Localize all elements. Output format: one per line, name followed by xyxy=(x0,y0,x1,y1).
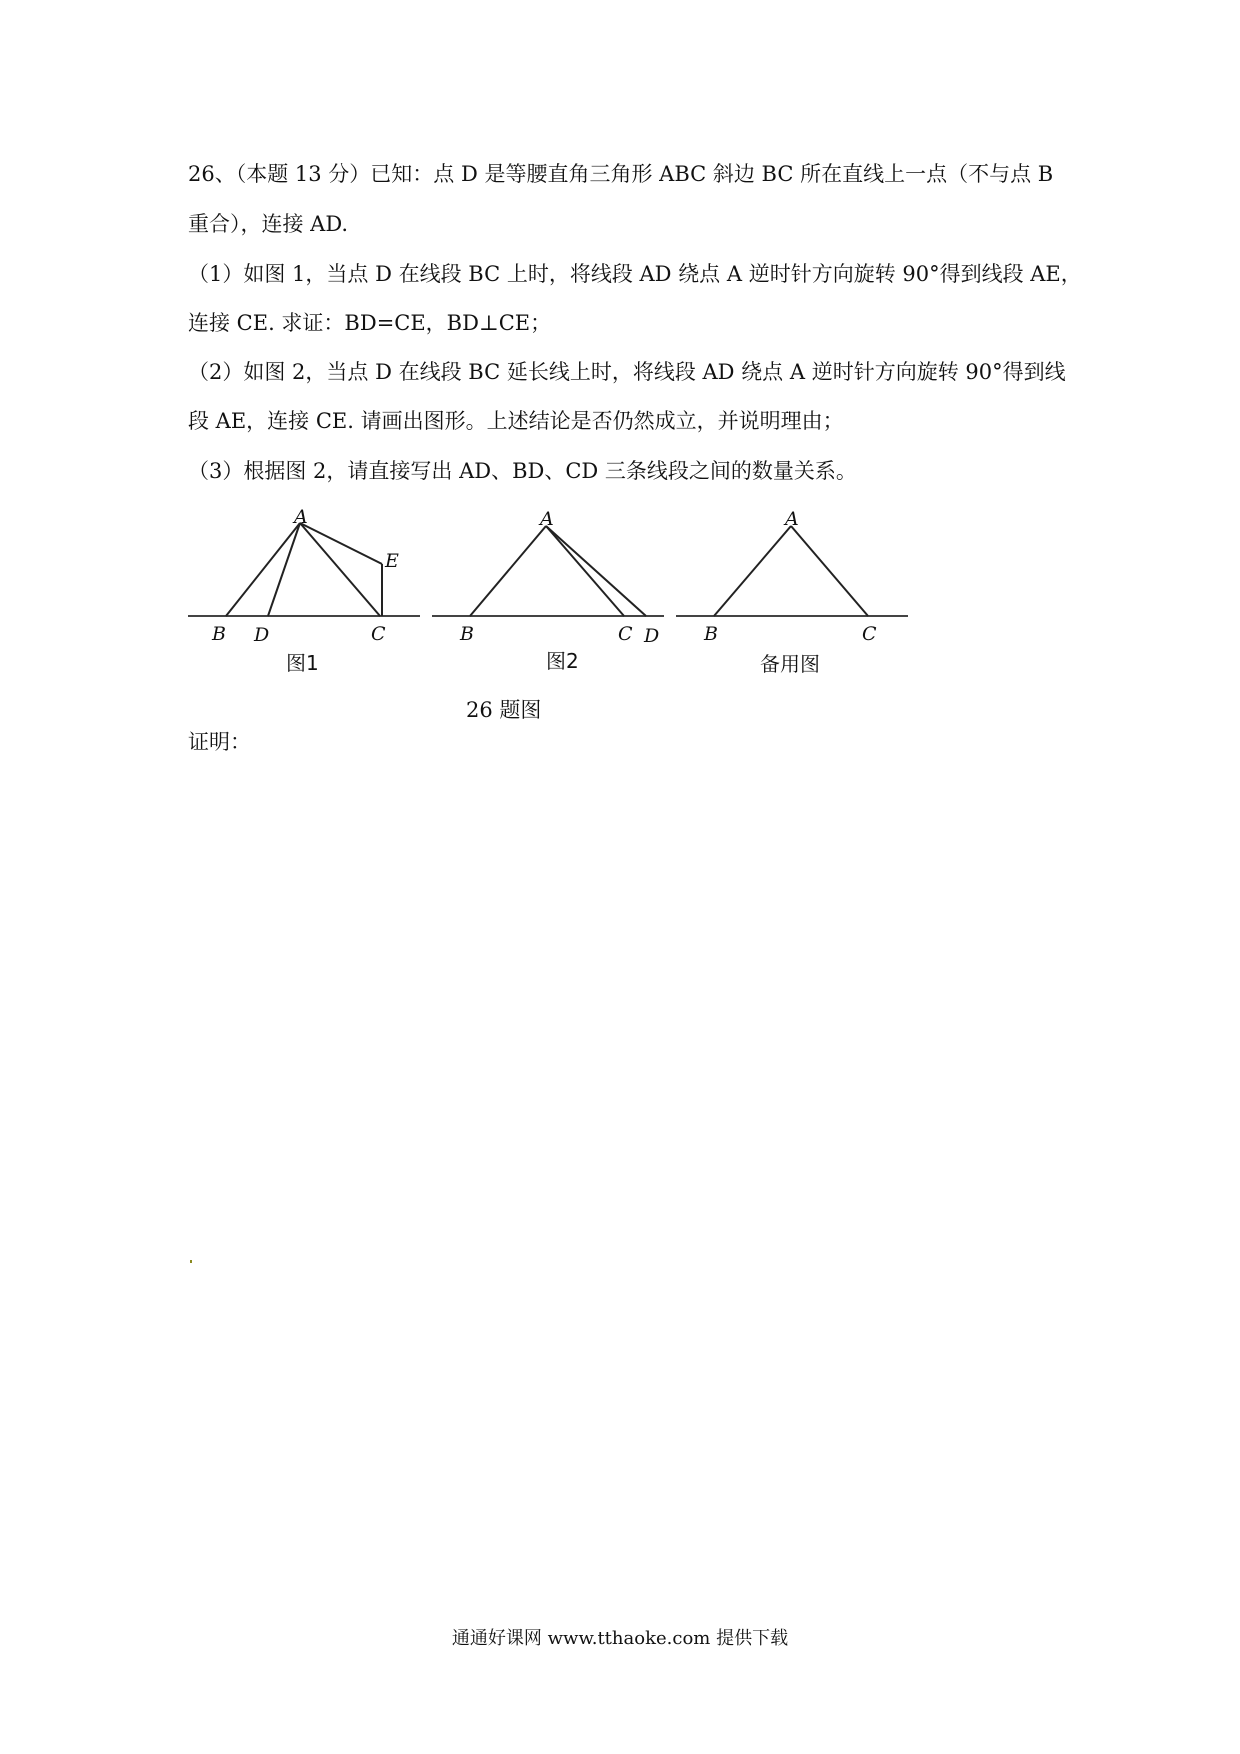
fig3-segment-ac xyxy=(791,526,868,616)
fig2-segment-ab xyxy=(470,526,546,616)
fig2-segment-ac xyxy=(546,526,624,616)
fig2-label-a: A xyxy=(540,508,554,530)
fig1-label-e: E xyxy=(385,550,399,572)
fig3-caption: 备用图 xyxy=(760,652,820,676)
problem-line-7: （3）根据图 2，请直接写出 AD、BD、CD 三条线段之间的数量关系。 xyxy=(188,459,857,483)
fig1-label-a: A xyxy=(294,506,308,528)
fig1-label-b: B xyxy=(212,623,226,645)
fig1-segment-ae xyxy=(300,523,382,564)
fig1-segment-ab xyxy=(226,523,300,616)
fig2-segment-ad xyxy=(546,526,646,616)
figure-group-caption: 26 题图 xyxy=(466,698,542,722)
page-footer: 通通好课网 www.tthaoke.com 提供下载 xyxy=(451,1628,789,1649)
figure-2 xyxy=(432,505,672,680)
fig1-segment-ac xyxy=(300,523,380,616)
problem-line-5: （2）如图 2，当点 D 在线段 BC 延长线上时，将线段 AD 绕点 A 逆时针方向旋转 90°得到线 xyxy=(188,360,1066,384)
fig2-label-b: B xyxy=(460,623,474,645)
fig2-label-d: D xyxy=(644,625,660,647)
fig2-caption: 图2 xyxy=(546,649,579,673)
fig1-label-c: C xyxy=(371,623,386,645)
fig3-label-c: C xyxy=(862,623,877,645)
problem-line-1: 26、（本题 13 分）已知：点 D 是等腰直角三角形 ABC 斜边 BC 所在直线上一点（不与点 B xyxy=(188,162,1054,186)
fig2-label-c: C xyxy=(618,623,633,645)
problem-line-4: 连接 CE. 求证：BD=CE，BD⊥CE； xyxy=(188,311,552,335)
problem-line-6: 段 AE，连接 CE. 请画出图形。上述结论是否仍然成立，并说明理由； xyxy=(188,409,844,433)
problem-line-2: 重合），连接 AD. xyxy=(188,212,349,236)
figure-spare xyxy=(676,505,916,680)
fig3-label-b: B xyxy=(704,623,718,645)
fig3-label-a: A xyxy=(785,508,799,530)
fig1-caption: 图1 xyxy=(286,651,319,675)
fig3-segment-ab xyxy=(714,526,791,616)
proof-label: 证明： xyxy=(188,730,251,754)
fig1-segment-ad xyxy=(268,523,300,616)
figure-1 xyxy=(188,505,428,680)
problem-line-3: （1）如图 1，当点 D 在线段 BC 上时，将线段 AD 绕点 A 逆时针方向旋转 90°得到线段 AE， xyxy=(188,262,1082,286)
scan-speck xyxy=(190,1260,192,1263)
fig1-label-d: D xyxy=(254,624,270,646)
